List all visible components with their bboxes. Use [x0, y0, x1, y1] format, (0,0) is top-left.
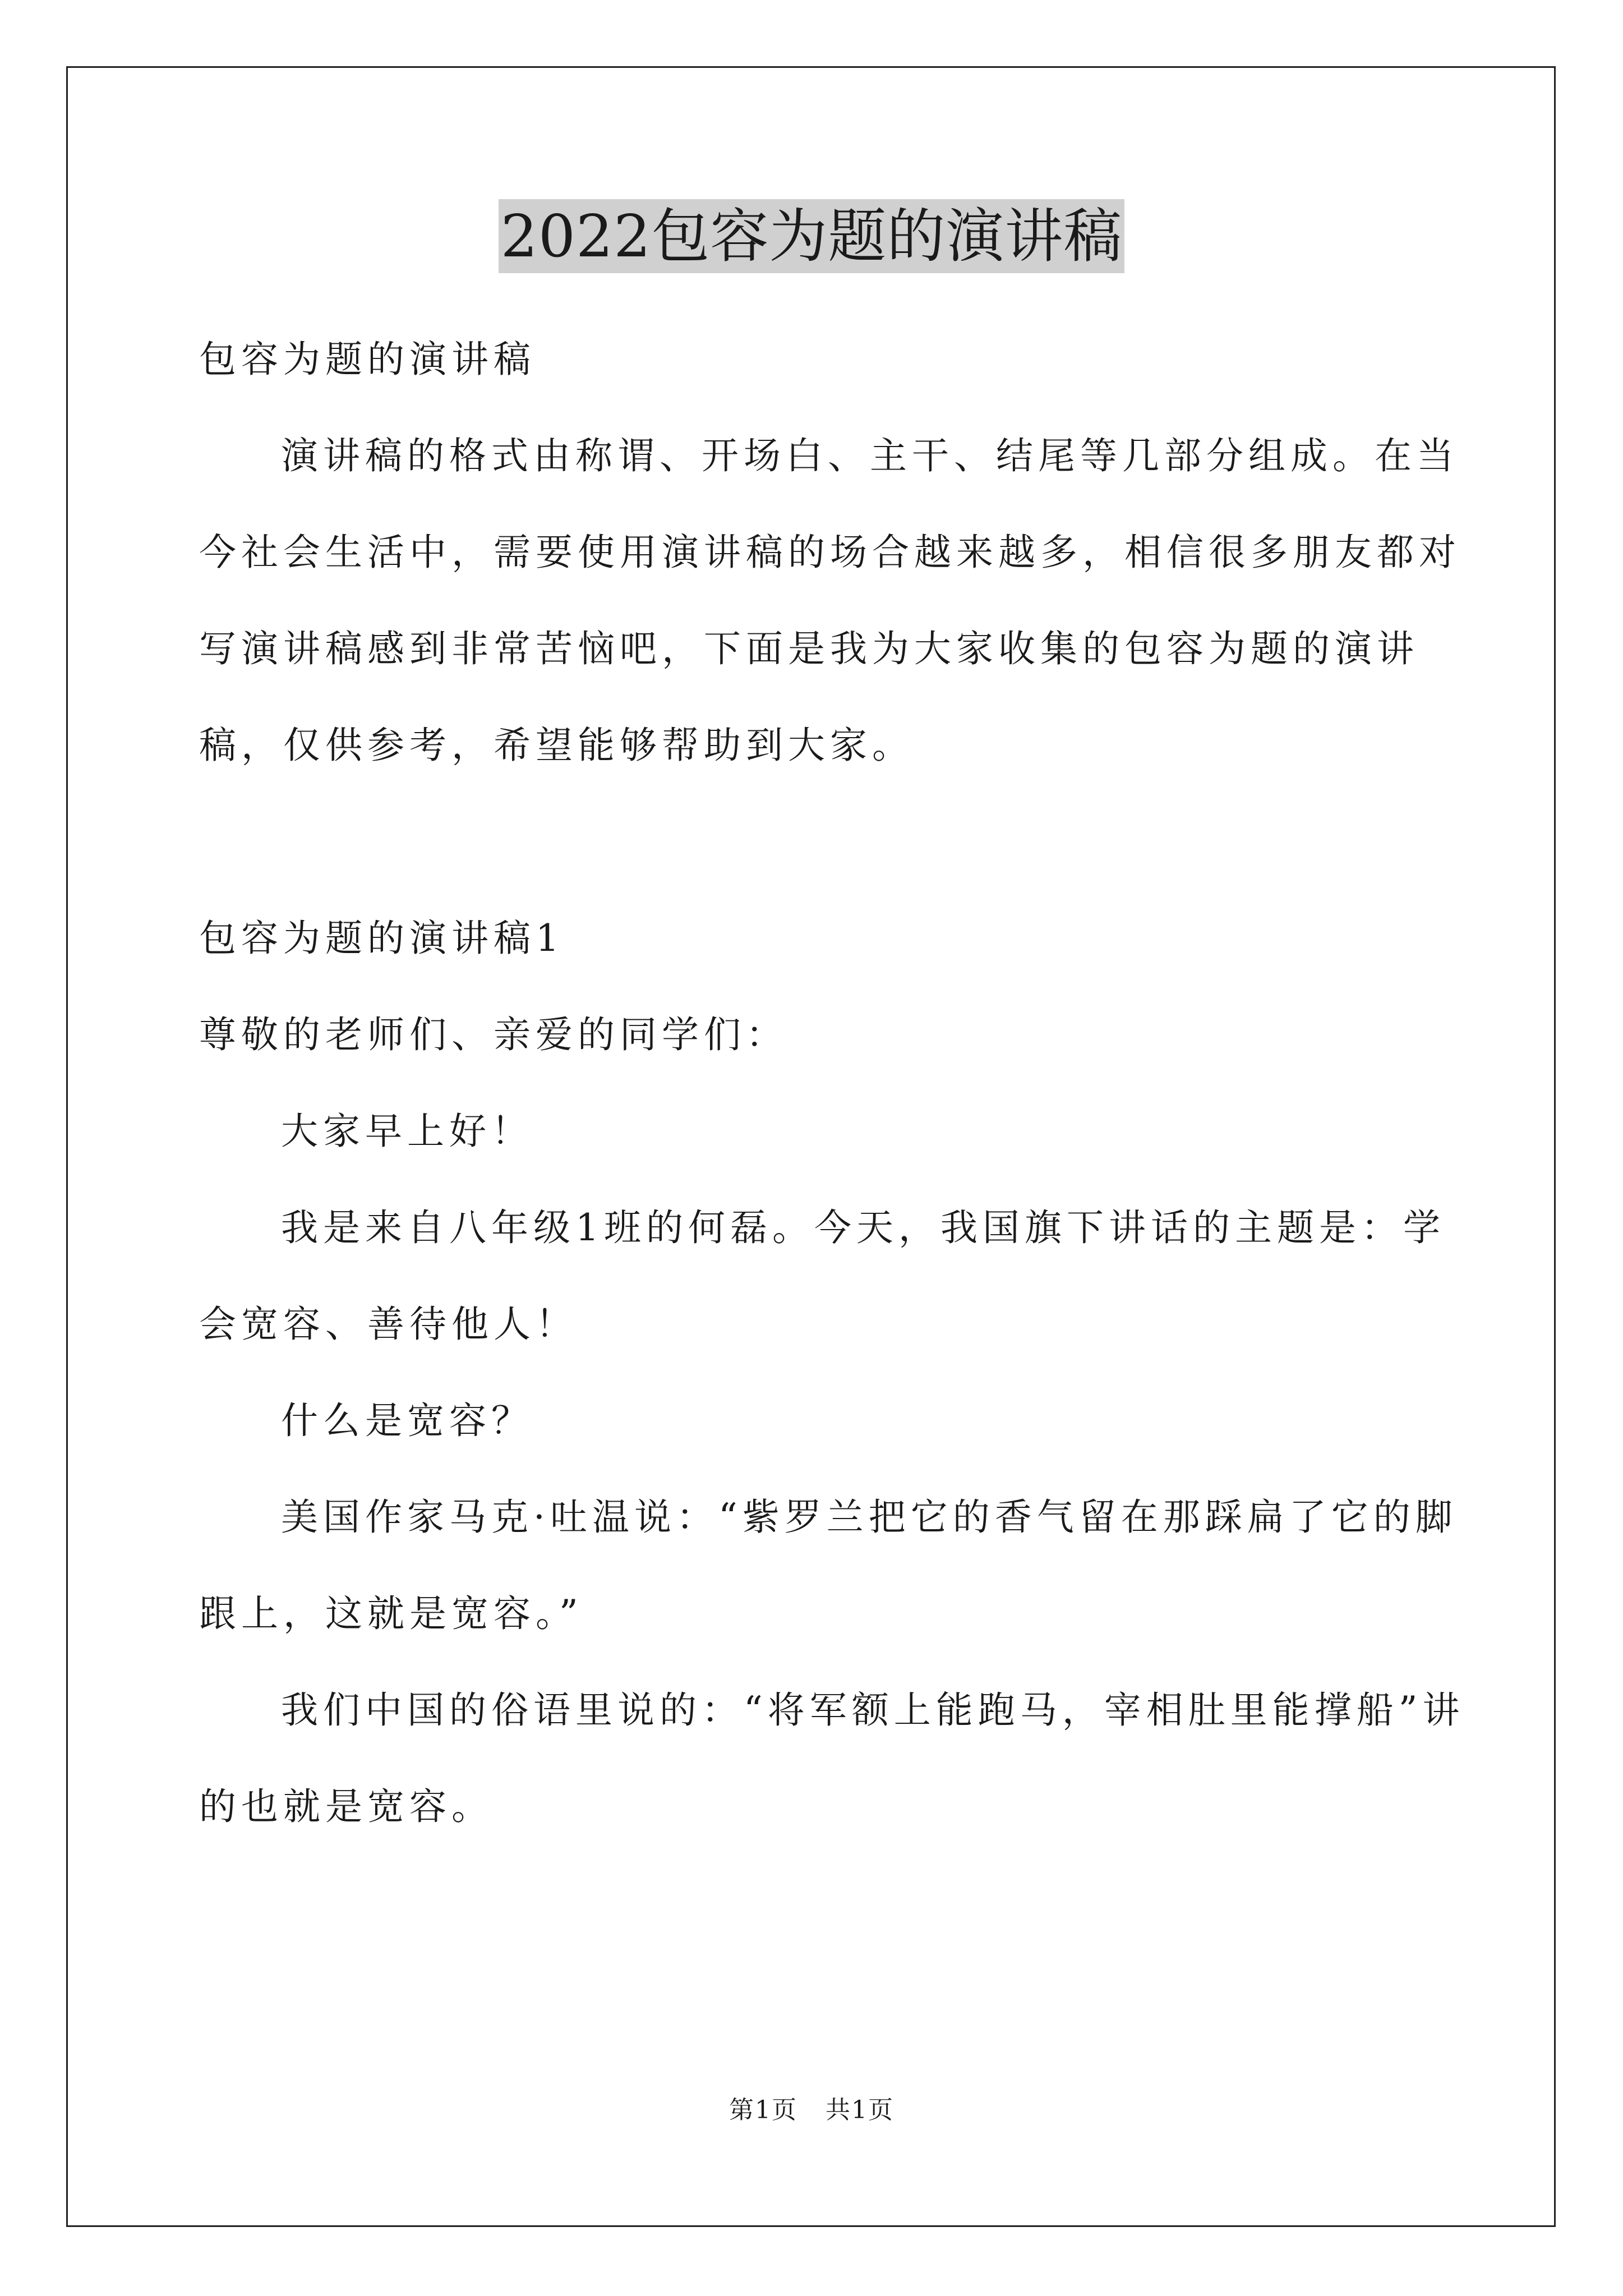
page-number: 第1页: [729, 2096, 797, 2124]
body-paragraph: 美国作家马克·吐温说：“紫罗兰把它的香气留在那踩扁了它的脚跟上，这就是宽容。”: [199, 1496, 1458, 1635]
document-body: [199, 311, 1478, 1855]
body-paragraph: 我是来自八年级1班的何磊。今天，我国旗下讲话的主题是：学会宽容、善待他人！: [199, 1206, 1445, 1346]
section-heading: 包容为题的演讲稿1: [199, 917, 564, 960]
body-paragraph: 我们中国的俗语里说的：“将军额上能跑马，宰相肚里能撑船”讲的也就是宽容。: [199, 1688, 1465, 1828]
salutation-paragraph: 尊敬的老师们、亲爱的同学们：: [199, 1013, 788, 1056]
subtitle-paragraph: 包容为题的演讲稿: [199, 338, 536, 381]
body-paragraph: 什么是宽容？: [281, 1399, 533, 1442]
document-title: 2022包容为题的演讲稿: [499, 199, 1125, 273]
intro-paragraph: 演讲稿的格式由称谓、开场白、主干、结尾等几部分组成。在当今社会生活中，需要使用演讲稿的场合越来越多，相信很多朋友都对写演讲稿感到非常苦恼吧，下面是我为大家收集的包容为题的演讲稿，仅供参考，希望能够帮助到大家。: [199, 434, 1461, 767]
page-total: 共1页: [826, 2096, 894, 2124]
greeting-paragraph: 大家早上好！: [281, 1110, 533, 1153]
page-footer: [0, 2090, 1623, 2125]
title-container: [0, 199, 1623, 273]
